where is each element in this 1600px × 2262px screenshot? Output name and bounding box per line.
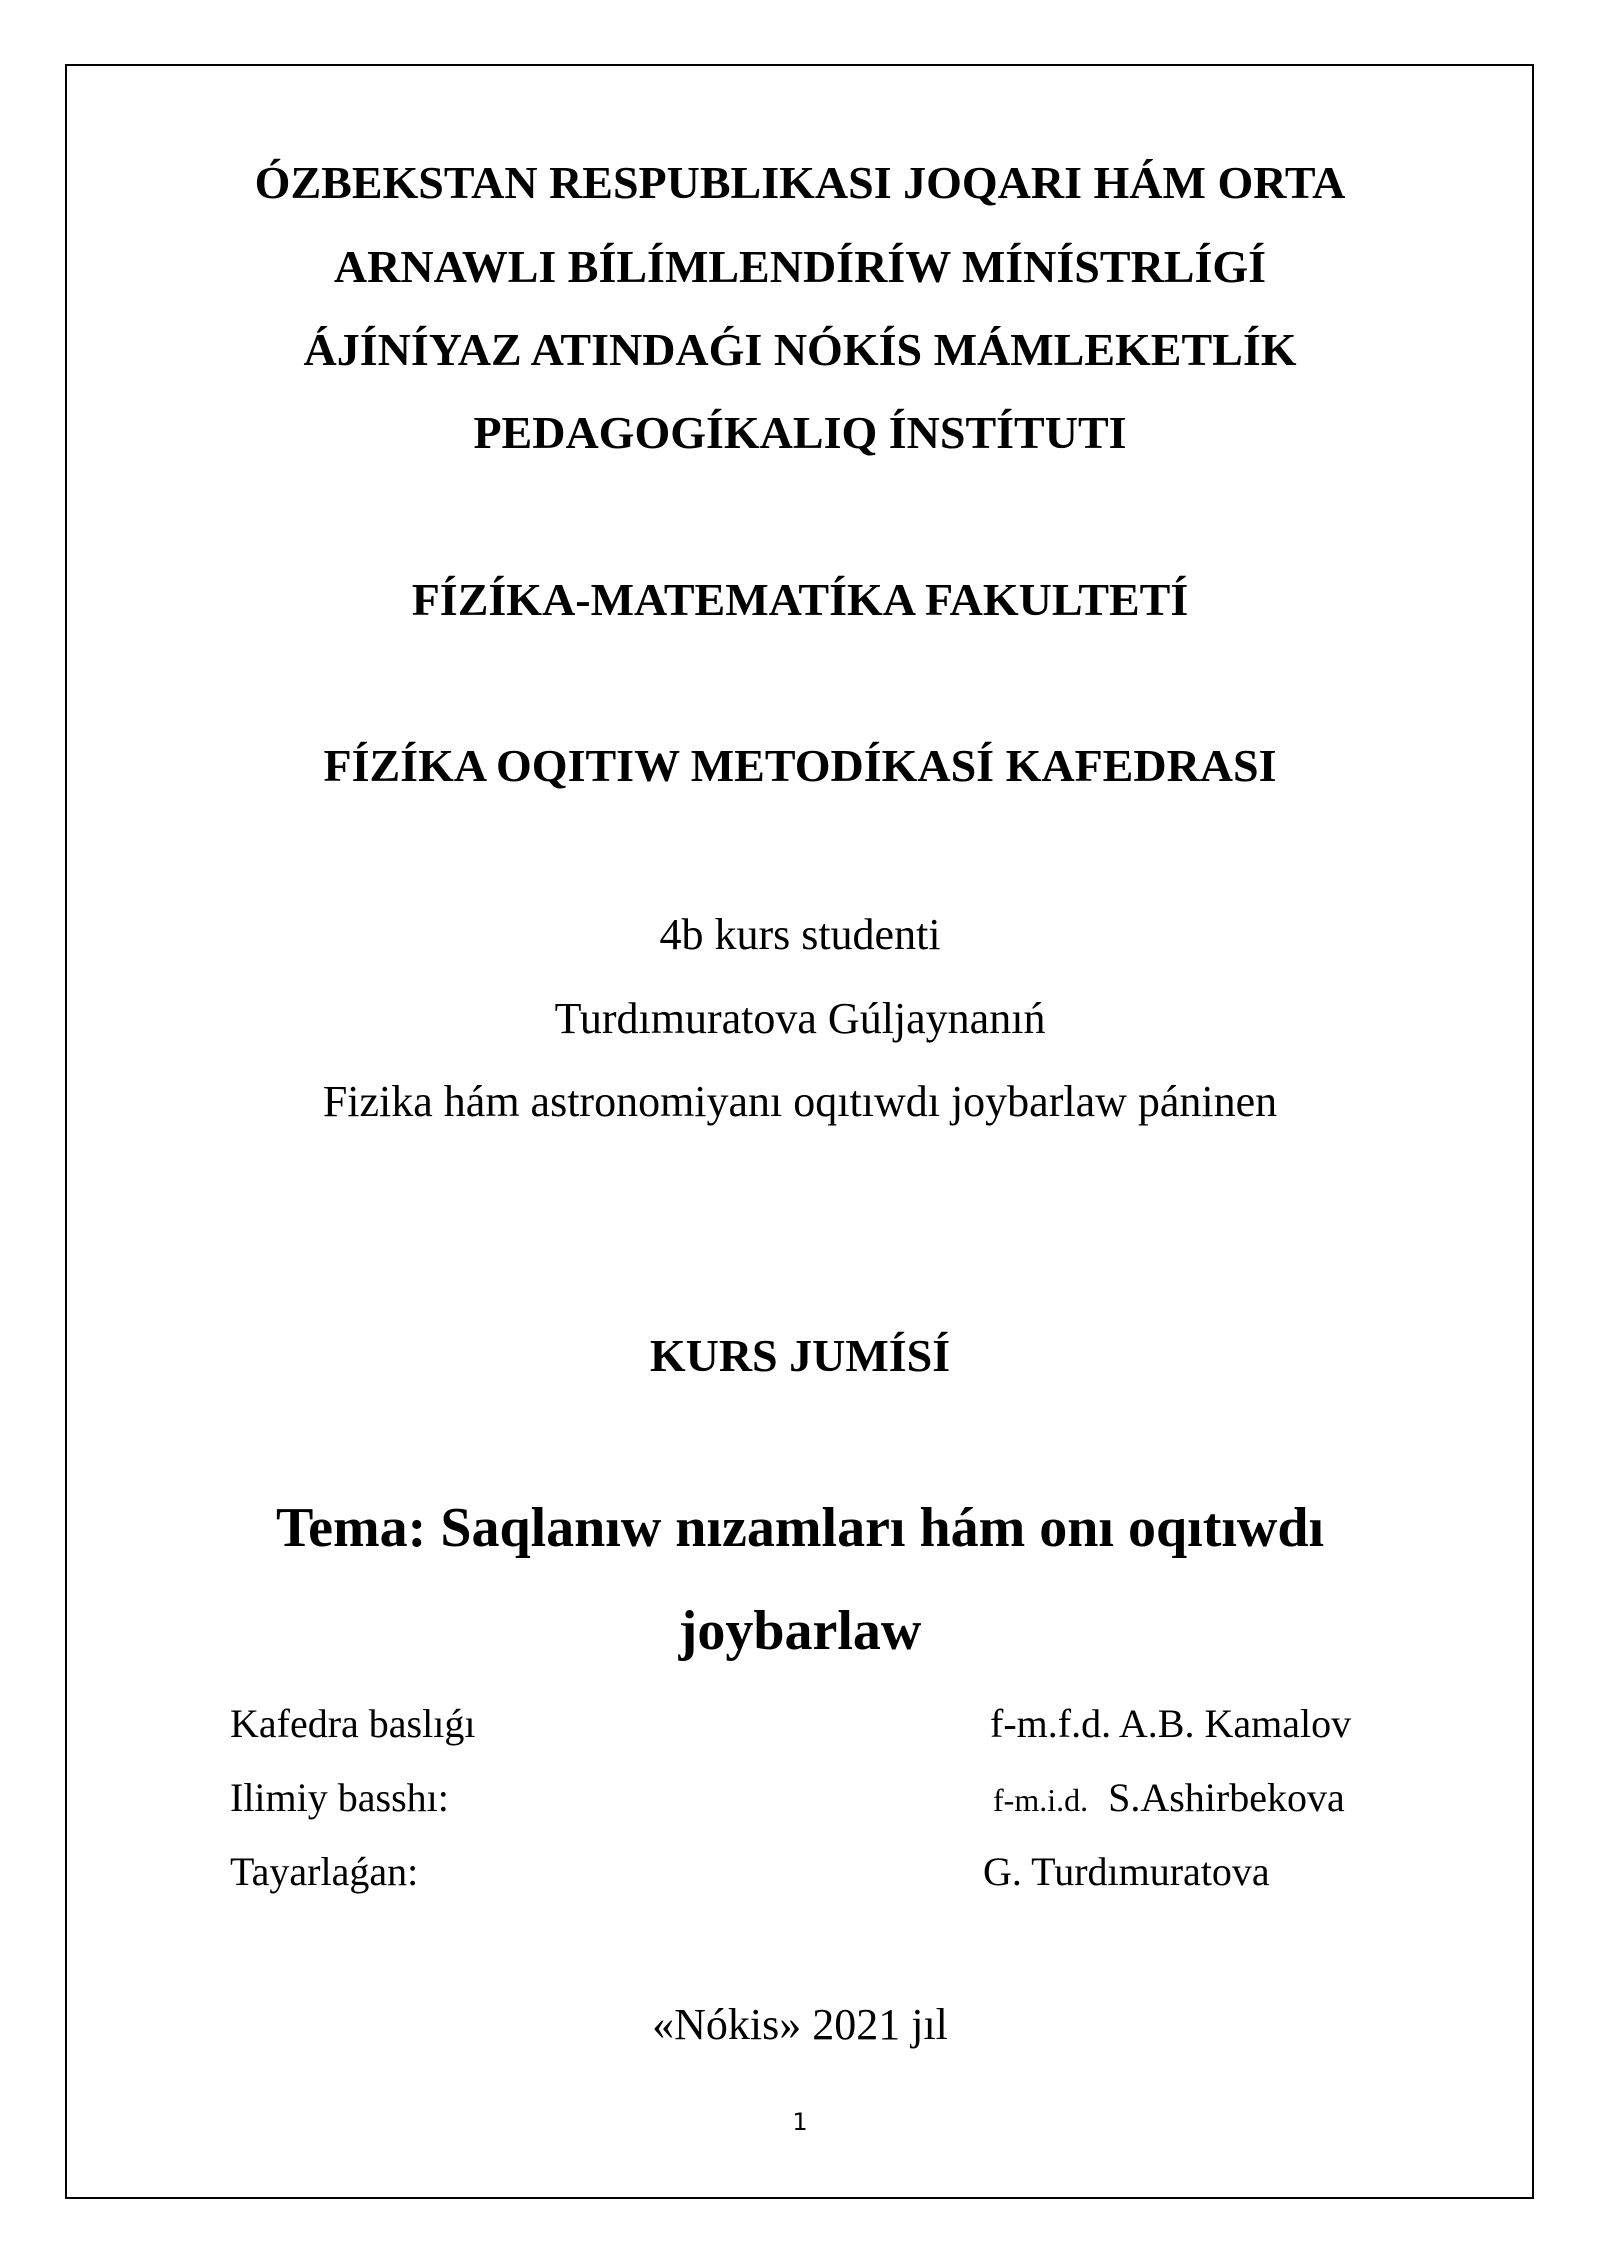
theme-line-1: Tema: Saqlanıw nızamları hám onı oqıtıwdı [275, 1497, 1325, 1559]
header-line-3: ÁJÍNÍYAZ ATINDAǴI NÓKÍS MÁMLEKETLÍK [303, 324, 1297, 375]
signature-name: A.B. Kamalov [1118, 1701, 1352, 1746]
signature-prefix: f-m.i.d. [993, 1782, 1089, 1818]
signature-row-supervisor [0, 1775, 1600, 1838]
faculty-title: FÍZÍKA-MATEMATÍKA FAKULTETÍ [411, 574, 1189, 625]
signature-label: Ilimiy basshı: [230, 1775, 449, 1820]
signature-label: Tayarlaǵan: [230, 1849, 419, 1894]
signature-value [983, 1849, 1270, 1894]
signature-label: Kafedra baslıǵı [230, 1701, 476, 1746]
department-title: FÍZÍKA OQITIW METODÍKASÍ KAFEDRASI [323, 740, 1277, 791]
theme-line-2: joybarlaw [678, 1600, 922, 1662]
header-line-2: ARNAWLI BÍLÍMLENDÍRÍW MÍNÍSTRLÍGÍ [333, 241, 1267, 292]
student-course: 4b kurs studenti [659, 910, 941, 959]
header-line-1: ÓZBEKSTAN RESPUBLIKASI JOQARI HÁM ORTA [254, 157, 1346, 208]
signature-prefix: f-m.f.d. [990, 1701, 1112, 1746]
signature-value [993, 1775, 1345, 1820]
signature-row-head [0, 1701, 1600, 1764]
page-number: 1 [792, 2108, 808, 2136]
header-line-4: PEDAGOGÍKALIQ ÍNSTÍTUTI [473, 407, 1127, 458]
student-subject: Fizika hám astronomiyanı oqıtıwdı joybarlaw páninen [322, 1077, 1278, 1126]
place-year: «Nókis» 2021 jıl [652, 2000, 948, 2049]
student-name: Turdımuratova Gúljaynanıń [554, 994, 1046, 1043]
work-type: KURS JUMÍSÍ [649, 1330, 951, 1381]
signature-row-author [0, 1849, 1600, 1912]
signature-name: G. Turdımuratova [983, 1849, 1270, 1894]
signature-value [990, 1701, 1352, 1746]
signature-name: S.Ashirbekova [1108, 1775, 1345, 1820]
